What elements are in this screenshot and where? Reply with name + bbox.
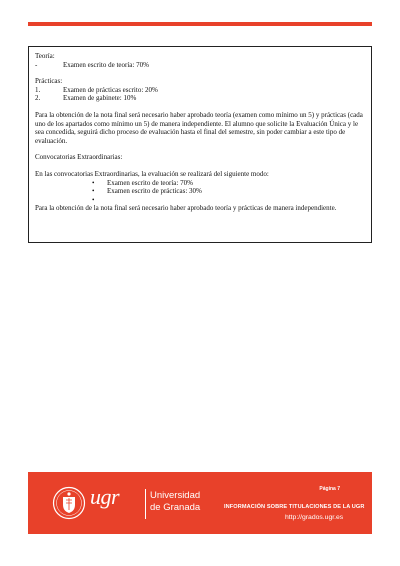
convocatorias-item-2 <box>35 187 365 196</box>
final-paragraph: Para la obtención de la nota final será necesario haber aprobado teoría y prácticas de manera independiente. <box>35 204 337 213</box>
practicas-item-1 <box>35 86 365 95</box>
convocatorias-item-3 <box>35 196 365 205</box>
evaluation-paragraph: Para la obtención de la nota final será necesario haber aprobado teoría (examen como mínimo un 5) y prácticas (cada uno de los apartados como mínimo un 5) de manera independiente. El alumno que solicite la Evaluación Única y le sea concedida, seguirá dicho proceso de evaluación hasta el final del semestre, sin poder cambiar a este tipo de evaluación. <box>35 110 363 145</box>
page-number: Página 7 <box>319 486 340 492</box>
university-name-line-1: Universidad <box>150 490 201 501</box>
convocatorias-heading: Convocatorias Extraordinarias: <box>35 153 123 162</box>
list-text: Examen escrito de teoría: 70% <box>63 60 149 69</box>
bullet-marker: • <box>92 178 95 187</box>
bullet-text: Examen escrito de prácticas: 30% <box>107 187 202 196</box>
list-marker: 2. <box>35 94 41 103</box>
teoria-item <box>35 61 365 70</box>
grados-url[interactable]: http://grados.ugr.es <box>285 514 344 521</box>
practicas-heading: Prácticas: <box>35 77 63 86</box>
ugr-footer <box>28 472 372 534</box>
list-text: Examen de prácticas escrito: 20% <box>63 85 158 94</box>
university-name <box>150 490 200 514</box>
list-text: Examen de gabinete: 10% <box>63 94 137 103</box>
convocatorias-intro: En las convocatorias Extraordinarias, la evaluación se realizará del siguiente modo: <box>35 169 269 178</box>
university-seal-icon <box>52 486 86 520</box>
list-marker: 1. <box>35 85 41 94</box>
evaluation-box <box>28 46 372 243</box>
list-marker: - <box>35 60 38 69</box>
university-name-line-2: de Granada <box>150 502 201 513</box>
info-title: INFORMACIÓN SOBRE TITULACIONES DE LA UGR <box>224 504 365 510</box>
ugr-logo: ugr <box>90 484 120 509</box>
logo-divider <box>145 489 146 519</box>
bullet-marker: • <box>92 187 95 196</box>
bullet-marker: • <box>92 195 95 204</box>
practicas-item-2 <box>35 94 365 103</box>
teoria-heading: Teoría: <box>35 52 55 60</box>
bullet-text: Examen escrito de teoría: 70% <box>107 178 193 187</box>
header-rule <box>28 22 372 26</box>
convocatorias-item-1 <box>35 179 365 188</box>
